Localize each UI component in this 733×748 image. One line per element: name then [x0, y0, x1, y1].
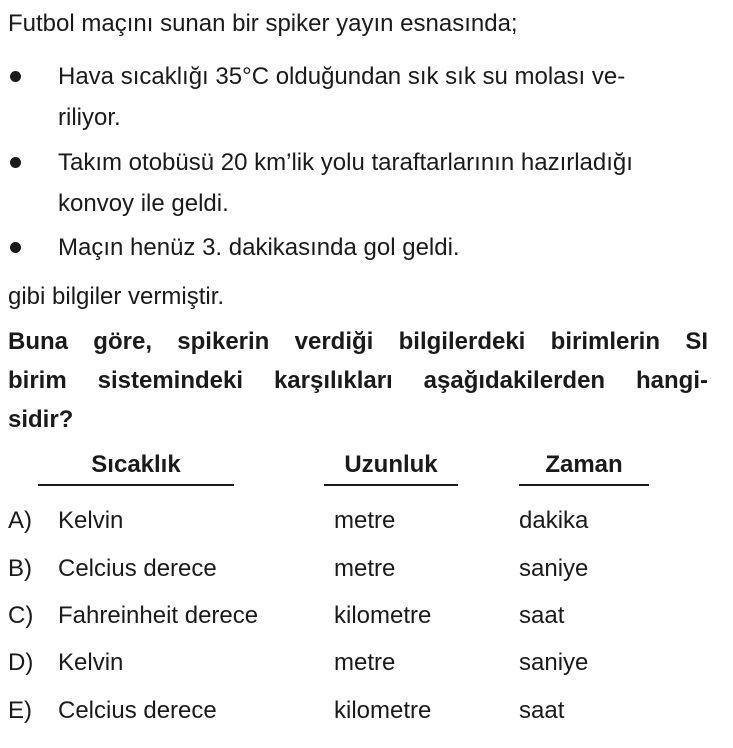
bullet-dot-icon: [10, 157, 21, 168]
option-time: saat: [519, 697, 565, 724]
option-temperature: Celcius derece: [58, 555, 217, 582]
option-length: metre: [334, 507, 396, 534]
column-underline: [519, 484, 649, 486]
question-line-1: Buna göre, spikerin verdiği bilgilerdeki birimlerin SI: [8, 328, 708, 355]
answer-option-b[interactable]: [0, 551, 733, 587]
answer-option-c[interactable]: [0, 598, 733, 634]
column-underline: [324, 484, 458, 486]
question-line-2: birim sistemindeki karşılıkları aşağıdakilerden hangi-: [8, 367, 708, 394]
option-temperature: Celcius derece: [58, 697, 217, 724]
option-length: metre: [334, 649, 396, 676]
answer-option-a[interactable]: [0, 503, 733, 539]
option-length: kilometre: [334, 602, 432, 629]
option-time: saat: [519, 602, 565, 629]
option-time: dakika: [519, 507, 589, 534]
bullet-item-2: [58, 142, 633, 224]
option-time: saniye: [519, 649, 589, 676]
option-length: kilometre: [334, 697, 432, 724]
option-temperature: Kelvin: [58, 649, 124, 676]
bullet-2-line-1: Takım otobüsü 20 km’lik yolu taraftarlarının hazırladığı: [58, 149, 633, 176]
answer-option-d[interactable]: [0, 645, 733, 681]
outro-text: gibi bilgiler vermiştir.: [8, 283, 225, 310]
bullet-1-line-2: riliyor.: [58, 104, 121, 131]
column-header-temperature: Sıcaklık: [91, 451, 181, 478]
bullet-2-line-2: konvoy ile geldi.: [58, 190, 229, 217]
bullet-item-1: [58, 56, 625, 138]
option-letter: D): [8, 649, 34, 676]
answer-option-e[interactable]: [0, 693, 733, 729]
intro-text: Futbol maçını sunan bir spiker yayın esnasında;: [8, 10, 518, 37]
option-length: metre: [334, 555, 396, 582]
question-stem: [8, 322, 708, 439]
bullet-3-line-1: Maçın henüz 3. dakikasında gol geldi.: [58, 234, 460, 261]
bullet-dot-icon: [10, 71, 21, 82]
column-header-time: Zaman: [545, 451, 623, 478]
bullet-dot-icon: [10, 242, 21, 253]
column-header-length: Uzunluk: [344, 451, 438, 478]
question-line-3: sidir?: [8, 406, 74, 433]
option-letter: E): [8, 697, 32, 724]
option-temperature: Fahreinheit derece: [58, 602, 259, 629]
option-letter: A): [8, 507, 32, 534]
bullet-1-line-1: Hava sıcaklığı 35°C olduğundan sık sık su molası ve-: [58, 63, 626, 90]
bullet-item-3: [58, 227, 460, 268]
option-letter: B): [8, 555, 32, 582]
option-time: saniye: [519, 555, 589, 582]
option-temperature: Kelvin: [58, 507, 124, 534]
option-letter: C): [8, 602, 34, 629]
column-underline: [38, 484, 234, 486]
